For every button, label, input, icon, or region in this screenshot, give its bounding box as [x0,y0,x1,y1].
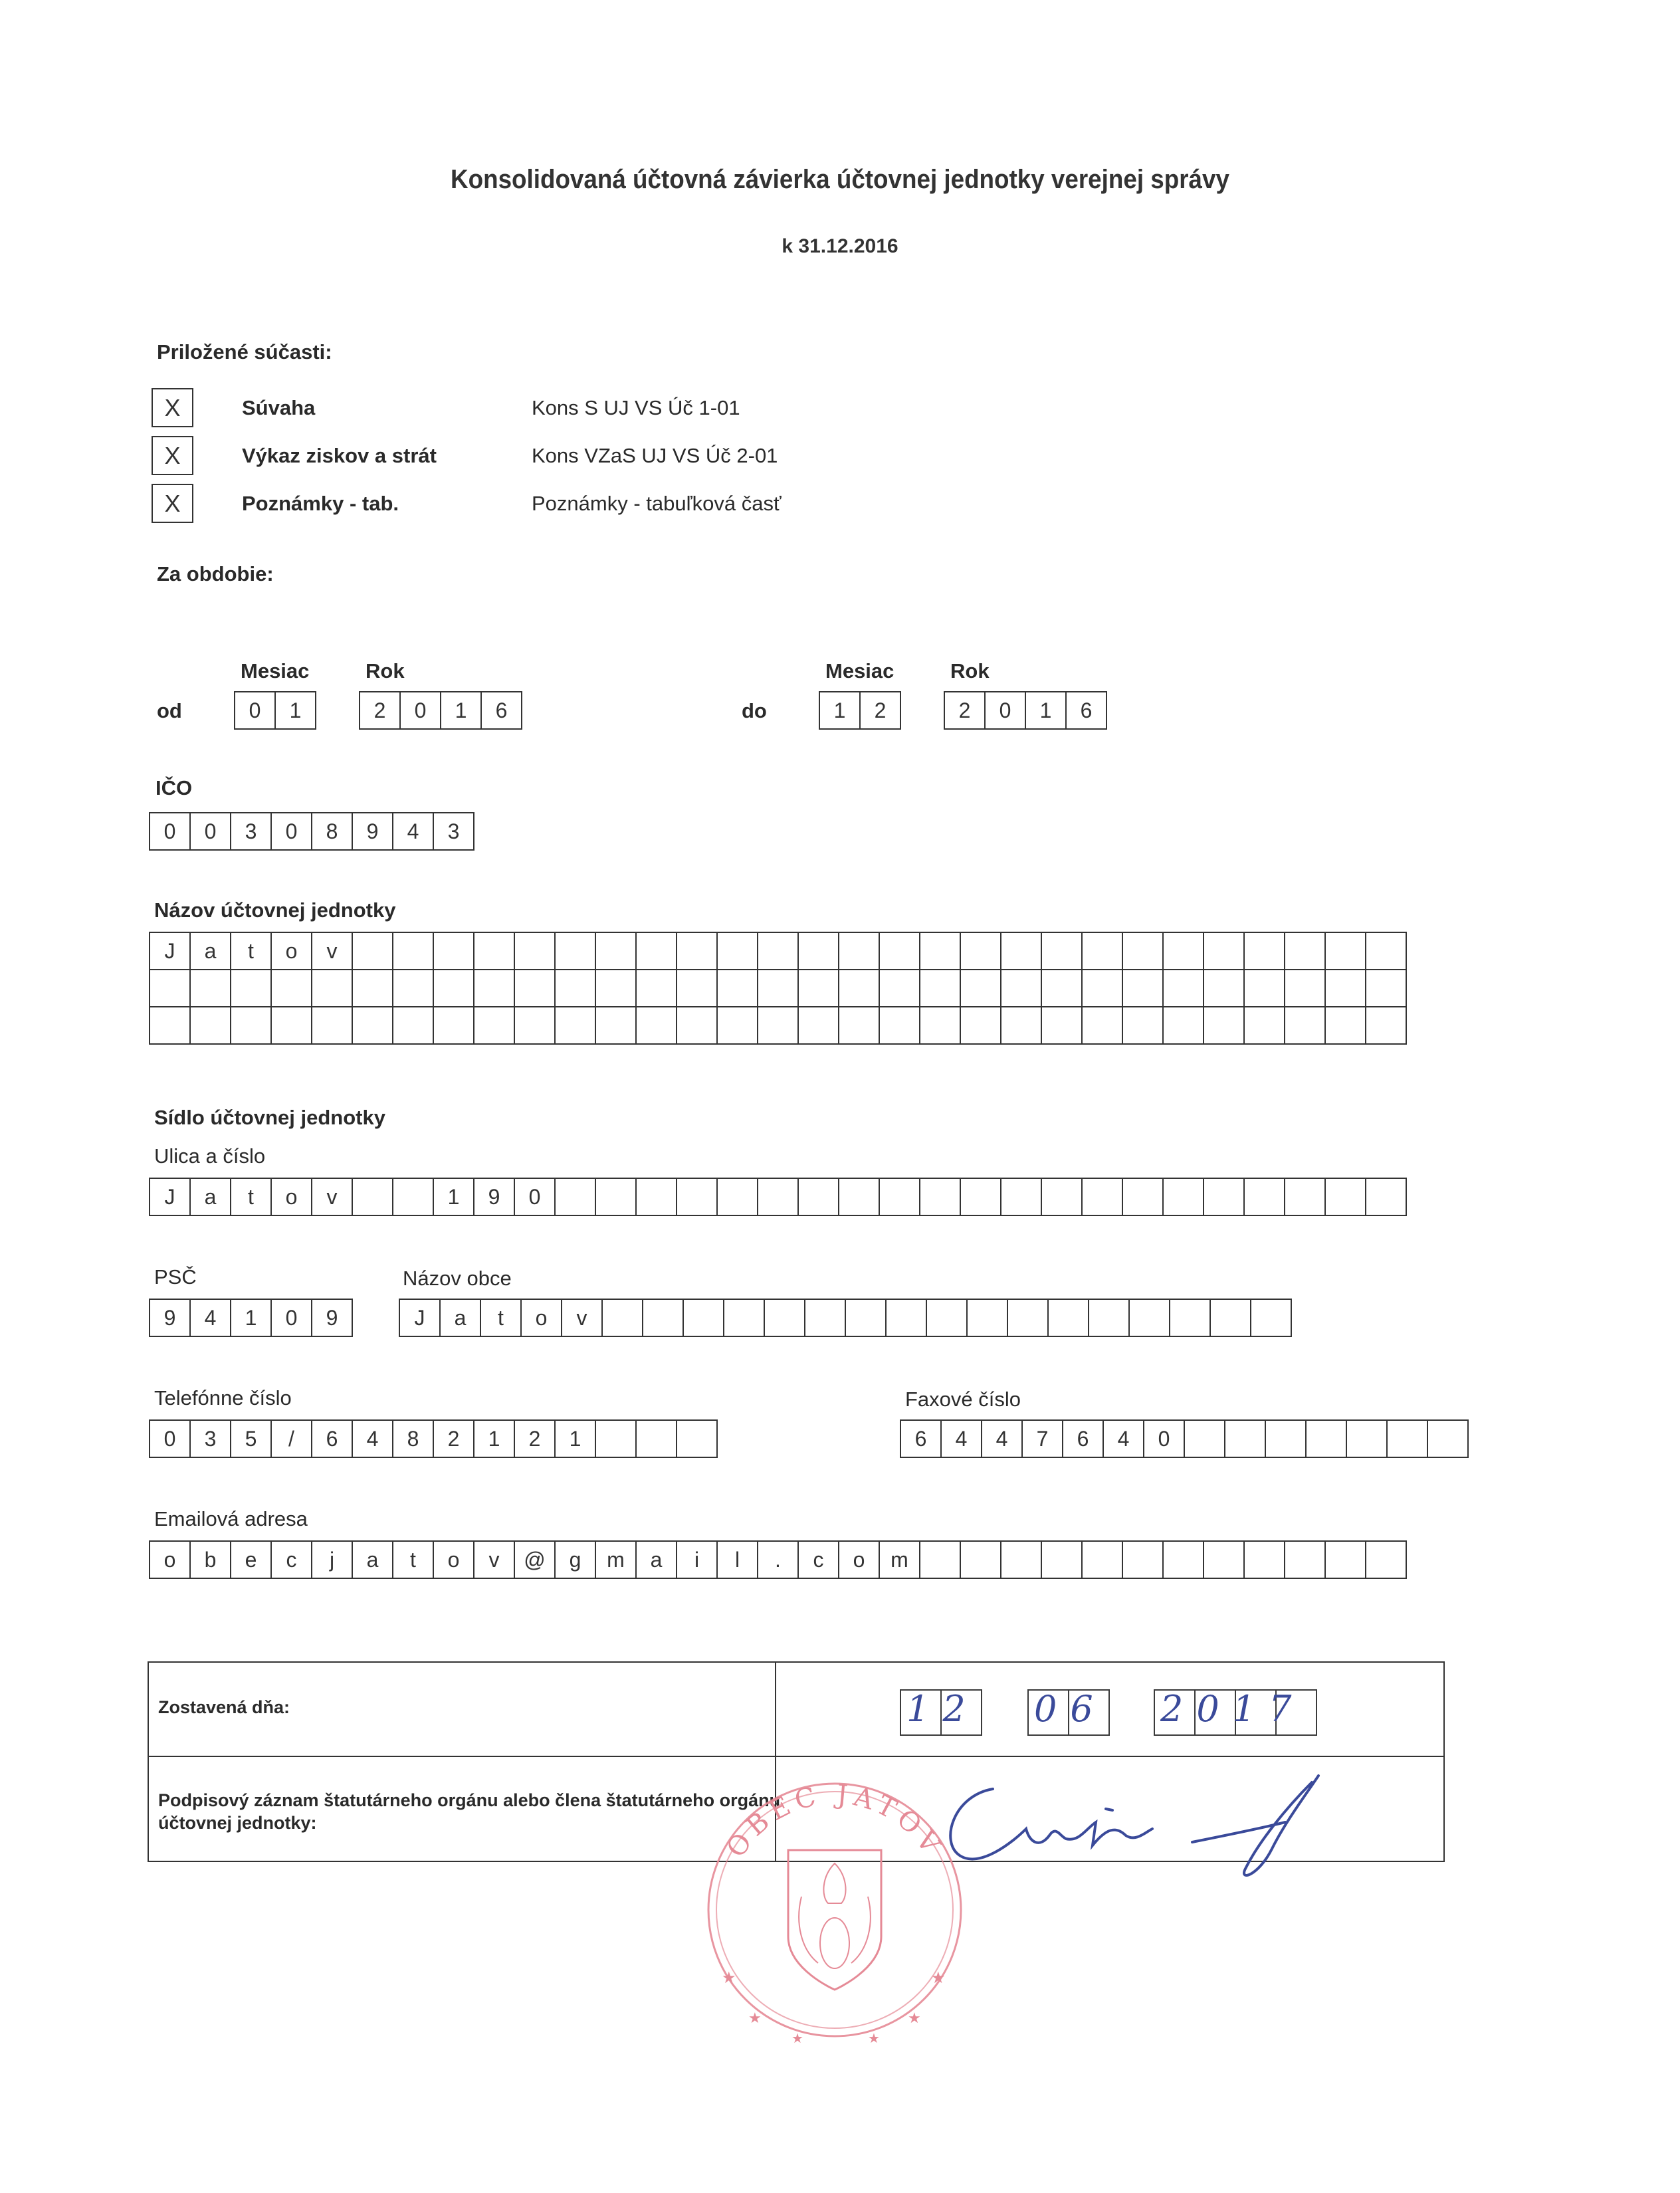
char-box[interactable] [1203,932,1245,970]
char-box[interactable]: 6 [1062,1419,1104,1458]
char-box[interactable]: 2 [433,1419,474,1458]
char-box[interactable] [1365,969,1407,1007]
char-box[interactable] [676,1178,718,1216]
char-box[interactable] [960,1006,1001,1045]
char-box[interactable] [1184,1419,1225,1458]
char-box[interactable] [723,1299,765,1337]
svg-text:★: ★ [931,1968,946,1987]
char-box[interactable]: J [149,932,191,970]
char-box[interactable]: 1 [230,1299,272,1337]
char-box[interactable] [1000,1006,1042,1045]
char-box[interactable] [554,969,596,1007]
char-box[interactable]: o [270,1178,312,1216]
char-box[interactable]: . [757,1540,799,1579]
char-box[interactable]: @ [514,1540,556,1579]
attachment-code: Poznámky - tabuľková časť [532,492,782,515]
char-box[interactable]: / [270,1419,312,1458]
char-box[interactable] [1365,1540,1407,1579]
char-box[interactable] [595,969,637,1007]
from-month-label: Mesiac [241,659,310,682]
char-box[interactable] [270,969,312,1007]
char-box[interactable] [1324,1006,1366,1045]
char-box[interactable]: a [189,932,231,970]
char-box[interactable]: 3 [230,812,272,851]
char-box[interactable] [189,1006,231,1045]
char-box[interactable] [1243,1006,1285,1045]
char-box[interactable] [1365,1178,1407,1216]
char-box[interactable] [1081,1006,1123,1045]
attachment-row [152,436,193,475]
compiled-month: 06 [1034,1688,1106,1730]
char-box[interactable]: 4 [1102,1419,1144,1458]
char-box[interactable] [838,932,880,970]
char-box[interactable]: a [635,1540,677,1579]
char-box[interactable]: 1 [440,691,482,730]
char-box[interactable] [642,1299,684,1337]
char-box[interactable] [1324,969,1366,1007]
char-box[interactable] [682,1299,724,1337]
char-box[interactable] [1243,1540,1285,1579]
city-field[interactable] [399,1299,1291,1337]
from-label: od [157,699,182,722]
char-box[interactable] [270,1006,312,1045]
char-box[interactable] [311,969,353,1007]
char-box[interactable] [1041,969,1083,1007]
char-box[interactable] [1047,1299,1089,1337]
char-box[interactable] [676,969,718,1007]
char-box[interactable] [797,1178,839,1216]
char-box[interactable] [635,1006,677,1045]
char-box[interactable] [230,969,272,1007]
char-box[interactable] [1203,1006,1245,1045]
attachment-name: Poznámky - tab. [242,492,399,515]
char-box[interactable] [797,969,839,1007]
char-box[interactable] [1122,932,1164,970]
char-box[interactable]: 3 [433,812,474,851]
char-box[interactable] [1365,932,1407,970]
char-box[interactable]: v [473,1540,515,1579]
char-box[interactable] [1203,1178,1245,1216]
char-box[interactable] [960,969,1001,1007]
char-box[interactable]: o [433,1540,474,1579]
char-box[interactable] [352,932,393,970]
char-box[interactable]: 1 [433,1178,474,1216]
char-box[interactable] [352,1178,393,1216]
char-box[interactable] [1081,1178,1123,1216]
char-box[interactable]: 4 [189,1299,231,1337]
street-field[interactable] [149,1178,1406,1216]
svg-text:★: ★ [908,2010,921,2027]
char-box[interactable]: o [838,1540,880,1579]
char-box[interactable] [1250,1299,1292,1337]
svg-text:★: ★ [722,1968,736,1987]
char-box[interactable] [960,1540,1001,1579]
char-box[interactable] [1122,1006,1164,1045]
char-box[interactable]: t [392,1540,434,1579]
char-box[interactable] [311,1006,353,1045]
char-box[interactable] [635,1419,677,1458]
char-box[interactable] [1324,1178,1366,1216]
char-box[interactable] [1324,932,1366,970]
char-box[interactable] [392,1006,434,1045]
char-box[interactable] [149,969,191,1007]
char-box[interactable] [595,1178,637,1216]
char-box[interactable] [676,1006,718,1045]
char-box[interactable] [966,1299,1008,1337]
char-box[interactable]: 0 [1143,1419,1185,1458]
char-box[interactable]: o [520,1299,562,1337]
char-box[interactable] [595,1419,637,1458]
char-box[interactable] [1122,969,1164,1007]
char-box[interactable] [1324,1540,1366,1579]
char-box[interactable]: v [311,932,353,970]
email-label: Emailová adresa [154,1507,308,1530]
char-box[interactable]: 9 [352,812,393,851]
char-box[interactable] [1041,1540,1083,1579]
char-box[interactable] [1081,932,1123,970]
unit-name-row[interactable] [149,969,1406,1006]
char-box[interactable]: 8 [392,1419,434,1458]
char-box[interactable] [1203,969,1245,1007]
char-box[interactable] [757,969,799,1007]
attachment-code: Kons VZaS UJ VS Úč 2-01 [532,444,778,467]
compiled-day: 12 [906,1688,979,1730]
char-box[interactable]: g [554,1540,596,1579]
char-box[interactable] [1284,1178,1326,1216]
char-box[interactable] [1243,932,1285,970]
char-box[interactable]: i [676,1540,718,1579]
char-box[interactable]: c [270,1540,312,1579]
char-box[interactable] [1041,932,1083,970]
char-box[interactable]: 4 [940,1419,982,1458]
char-box[interactable] [919,1006,961,1045]
char-box[interactable]: 4 [392,812,434,851]
char-box[interactable] [885,1299,927,1337]
char-box[interactable] [797,1006,839,1045]
char-box[interactable]: 0 [514,1178,556,1216]
char-box[interactable] [1284,1006,1326,1045]
char-box[interactable]: a [439,1299,481,1337]
char-box[interactable] [1162,969,1204,1007]
ico-field[interactable] [149,812,473,851]
char-box[interactable] [919,932,961,970]
char-box[interactable]: 5 [230,1419,272,1458]
char-box[interactable] [764,1299,805,1337]
char-box[interactable] [352,1006,393,1045]
char-box[interactable] [554,1178,596,1216]
attachment-checkbox[interactable]: X [152,484,193,523]
attachment-name: Výkaz ziskov a strát [242,444,437,467]
from-year-field[interactable] [359,691,521,730]
char-box[interactable] [595,932,637,970]
char-box[interactable] [838,1006,880,1045]
char-box[interactable] [804,1299,846,1337]
char-box[interactable]: m [879,1540,920,1579]
char-box[interactable] [1346,1419,1388,1458]
char-box[interactable] [1162,1006,1204,1045]
char-box[interactable]: 9 [311,1299,353,1337]
char-box[interactable] [919,1540,961,1579]
street-label: Ulica a číslo [154,1144,266,1168]
char-box[interactable]: o [270,932,312,970]
char-box[interactable] [601,1299,643,1337]
char-box[interactable]: 0 [399,691,441,730]
seat-heading: Sídlo účtovnej jednotky [154,1106,385,1129]
official-stamp-seal [702,1770,968,2049]
char-box[interactable]: 0 [984,691,1026,730]
report-date: k 31.12.2016 [782,235,898,257]
attachment-row [152,388,193,427]
char-box[interactable] [1209,1299,1251,1337]
from-year-label: Rok [366,659,405,682]
char-box[interactable] [433,1006,474,1045]
char-box[interactable] [676,1419,718,1458]
unit-name-row[interactable] [149,932,1406,969]
char-box[interactable]: e [230,1540,272,1579]
char-box[interactable] [1088,1299,1130,1337]
char-box[interactable]: J [399,1299,441,1337]
char-box[interactable] [1162,932,1204,970]
char-box[interactable] [1284,932,1326,970]
char-box[interactable]: m [595,1540,637,1579]
table-divider [149,1756,1443,1757]
char-box[interactable] [1243,1178,1285,1216]
char-box[interactable] [554,1006,596,1045]
char-box[interactable]: 9 [473,1178,515,1216]
char-box[interactable]: 8 [311,812,353,851]
char-box[interactable]: 6 [900,1419,942,1458]
char-box[interactable] [473,932,515,970]
char-box[interactable] [392,1178,434,1216]
phone-field[interactable] [149,1419,716,1458]
char-box[interactable]: 9 [149,1299,191,1337]
fax-label: Faxové číslo [905,1388,1021,1411]
to-label: do [742,699,767,722]
char-box[interactable] [1081,969,1123,1007]
attachment-name: Súvaha [242,396,316,419]
char-box[interactable]: a [189,1178,231,1216]
char-box[interactable]: 7 [1021,1419,1063,1458]
char-box[interactable]: v [561,1299,603,1337]
stamp-text: OBEC JATOV [720,1779,949,1863]
char-box[interactable] [514,1006,556,1045]
char-box[interactable]: t [230,932,272,970]
char-box[interactable]: t [230,1178,272,1216]
attachment-checkbox[interactable]: X [152,388,193,427]
char-box[interactable] [1007,1299,1049,1337]
to-month-field[interactable] [819,691,900,730]
char-box[interactable] [1386,1419,1428,1458]
char-box[interactable] [1243,969,1285,1007]
phone-label: Telefónne číslo [154,1386,292,1410]
char-box[interactable]: 0 [270,1299,312,1337]
to-month-label: Mesiac [825,659,894,682]
char-box[interactable]: o [149,1540,191,1579]
char-box[interactable] [1169,1299,1211,1337]
char-box[interactable] [635,932,677,970]
char-box[interactable]: j [311,1540,353,1579]
ico-label: IČO [156,776,193,799]
char-box[interactable] [149,1006,191,1045]
unit-name-label: Názov účtovnej jednotky [154,898,396,922]
char-box[interactable] [919,1178,961,1216]
svg-text:★: ★ [791,2030,803,2046]
char-box[interactable]: l [716,1540,758,1579]
char-box[interactable] [838,969,880,1007]
char-box[interactable] [189,969,231,1007]
email-field[interactable] [149,1540,1406,1579]
char-box[interactable] [392,969,434,1007]
char-box[interactable]: J [149,1178,191,1216]
char-box[interactable] [757,932,799,970]
attachment-row [152,484,193,523]
char-box[interactable] [1427,1419,1469,1458]
char-box[interactable]: 0 [149,1419,191,1458]
char-box[interactable] [392,932,434,970]
char-box[interactable] [473,969,515,1007]
svg-text:★: ★ [748,2010,762,2027]
char-box[interactable]: 2 [944,691,986,730]
char-box[interactable]: 1 [819,691,861,730]
sign-label-line2: účtovnej jednotky: [158,1813,317,1833]
char-box[interactable] [1162,1540,1204,1579]
fax-field[interactable] [900,1419,1467,1458]
unit-name-row[interactable] [149,1006,1406,1043]
char-box[interactable]: 1 [554,1419,596,1458]
char-box[interactable]: 0 [234,691,276,730]
char-box[interactable]: 4 [981,1419,1023,1458]
char-box[interactable] [1224,1419,1266,1458]
psc-field[interactable] [149,1299,352,1337]
char-box[interactable]: 2 [514,1419,556,1458]
char-box[interactable]: v [311,1178,353,1216]
svg-text:★: ★ [868,2030,880,2046]
char-box[interactable] [1265,1419,1307,1458]
char-box[interactable] [1081,1540,1123,1579]
char-box[interactable]: 2 [859,691,901,730]
char-box[interactable]: 0 [270,812,312,851]
char-box[interactable] [1365,1006,1407,1045]
char-box[interactable] [1284,1540,1326,1579]
unit-name-field[interactable] [149,932,1406,1043]
char-box[interactable] [919,969,961,1007]
char-box[interactable] [716,1006,758,1045]
attachment-code: Kons S UJ VS Úč 1-01 [532,396,740,419]
char-box[interactable] [1128,1299,1170,1337]
char-box[interactable] [838,1178,880,1216]
char-box[interactable]: 6 [311,1419,353,1458]
char-box[interactable]: 1 [473,1419,515,1458]
char-box[interactable] [1000,1178,1042,1216]
char-box[interactable] [960,932,1001,970]
page-title: Konsolidovaná účtovná závierka účtovnej jednotky verejnej správy [451,165,1229,194]
char-box[interactable] [635,1178,677,1216]
char-box[interactable]: 1 [274,691,316,730]
char-box[interactable] [757,1006,799,1045]
char-box[interactable] [716,932,758,970]
char-box[interactable] [230,1006,272,1045]
char-box[interactable] [879,969,920,1007]
attachment-checkbox[interactable]: X [152,436,193,475]
char-box[interactable] [845,1299,887,1337]
char-box[interactable] [1122,1540,1164,1579]
char-box[interactable] [1122,1178,1164,1216]
char-box[interactable]: a [352,1540,393,1579]
to-year-field[interactable] [944,691,1106,730]
char-box[interactable] [926,1299,968,1337]
char-box[interactable] [1041,1178,1083,1216]
from-month-field[interactable] [234,691,315,730]
char-box[interactable] [716,969,758,1007]
char-box[interactable] [879,1178,920,1216]
char-box[interactable] [433,969,474,1007]
char-box[interactable]: 6 [480,691,522,730]
compiled-label: Zostavená dňa: [158,1697,290,1717]
char-box[interactable] [635,969,677,1007]
sign-label-line1: Podpisový záznam štatutárneho orgánu alebo člena štatutárneho orgánu [158,1790,781,1810]
char-box[interactable] [1000,932,1042,970]
char-box[interactable] [352,969,393,1007]
char-box[interactable] [1305,1419,1347,1458]
char-box[interactable]: 3 [189,1419,231,1458]
char-box[interactable] [757,1178,799,1216]
compiled-year: 2017 [1160,1688,1305,1730]
char-box[interactable] [676,932,718,970]
char-box[interactable] [1284,969,1326,1007]
char-box[interactable]: 2 [359,691,401,730]
char-box[interactable] [879,932,920,970]
char-box[interactable] [1162,1178,1204,1216]
char-box[interactable]: 0 [149,812,191,851]
char-box[interactable] [595,1006,637,1045]
char-box[interactable] [716,1178,758,1216]
char-box[interactable]: 1 [1025,691,1067,730]
char-box[interactable] [514,969,556,1007]
char-box[interactable] [1000,1540,1042,1579]
char-box[interactable] [554,932,596,970]
period-heading: Za obdobie: [157,562,274,585]
char-box[interactable] [797,932,839,970]
char-box[interactable] [1041,1006,1083,1045]
char-box[interactable]: t [480,1299,522,1337]
char-box[interactable]: c [797,1540,839,1579]
char-box[interactable] [473,1006,515,1045]
char-box[interactable]: b [189,1540,231,1579]
char-box[interactable]: 4 [352,1419,393,1458]
char-box[interactable] [433,932,474,970]
char-box[interactable] [1000,969,1042,1007]
city-label: Názov obce [403,1267,512,1290]
psc-label: PSČ [154,1265,197,1289]
char-box[interactable] [1203,1540,1245,1579]
char-box[interactable] [514,932,556,970]
char-box[interactable] [960,1178,1001,1216]
char-box[interactable]: 0 [189,812,231,851]
char-box[interactable] [879,1006,920,1045]
to-year-label: Rok [950,659,990,682]
signature-scribble [913,1769,1392,1882]
char-box[interactable]: 6 [1065,691,1107,730]
attachments-heading: Priložené súčasti: [157,340,332,364]
